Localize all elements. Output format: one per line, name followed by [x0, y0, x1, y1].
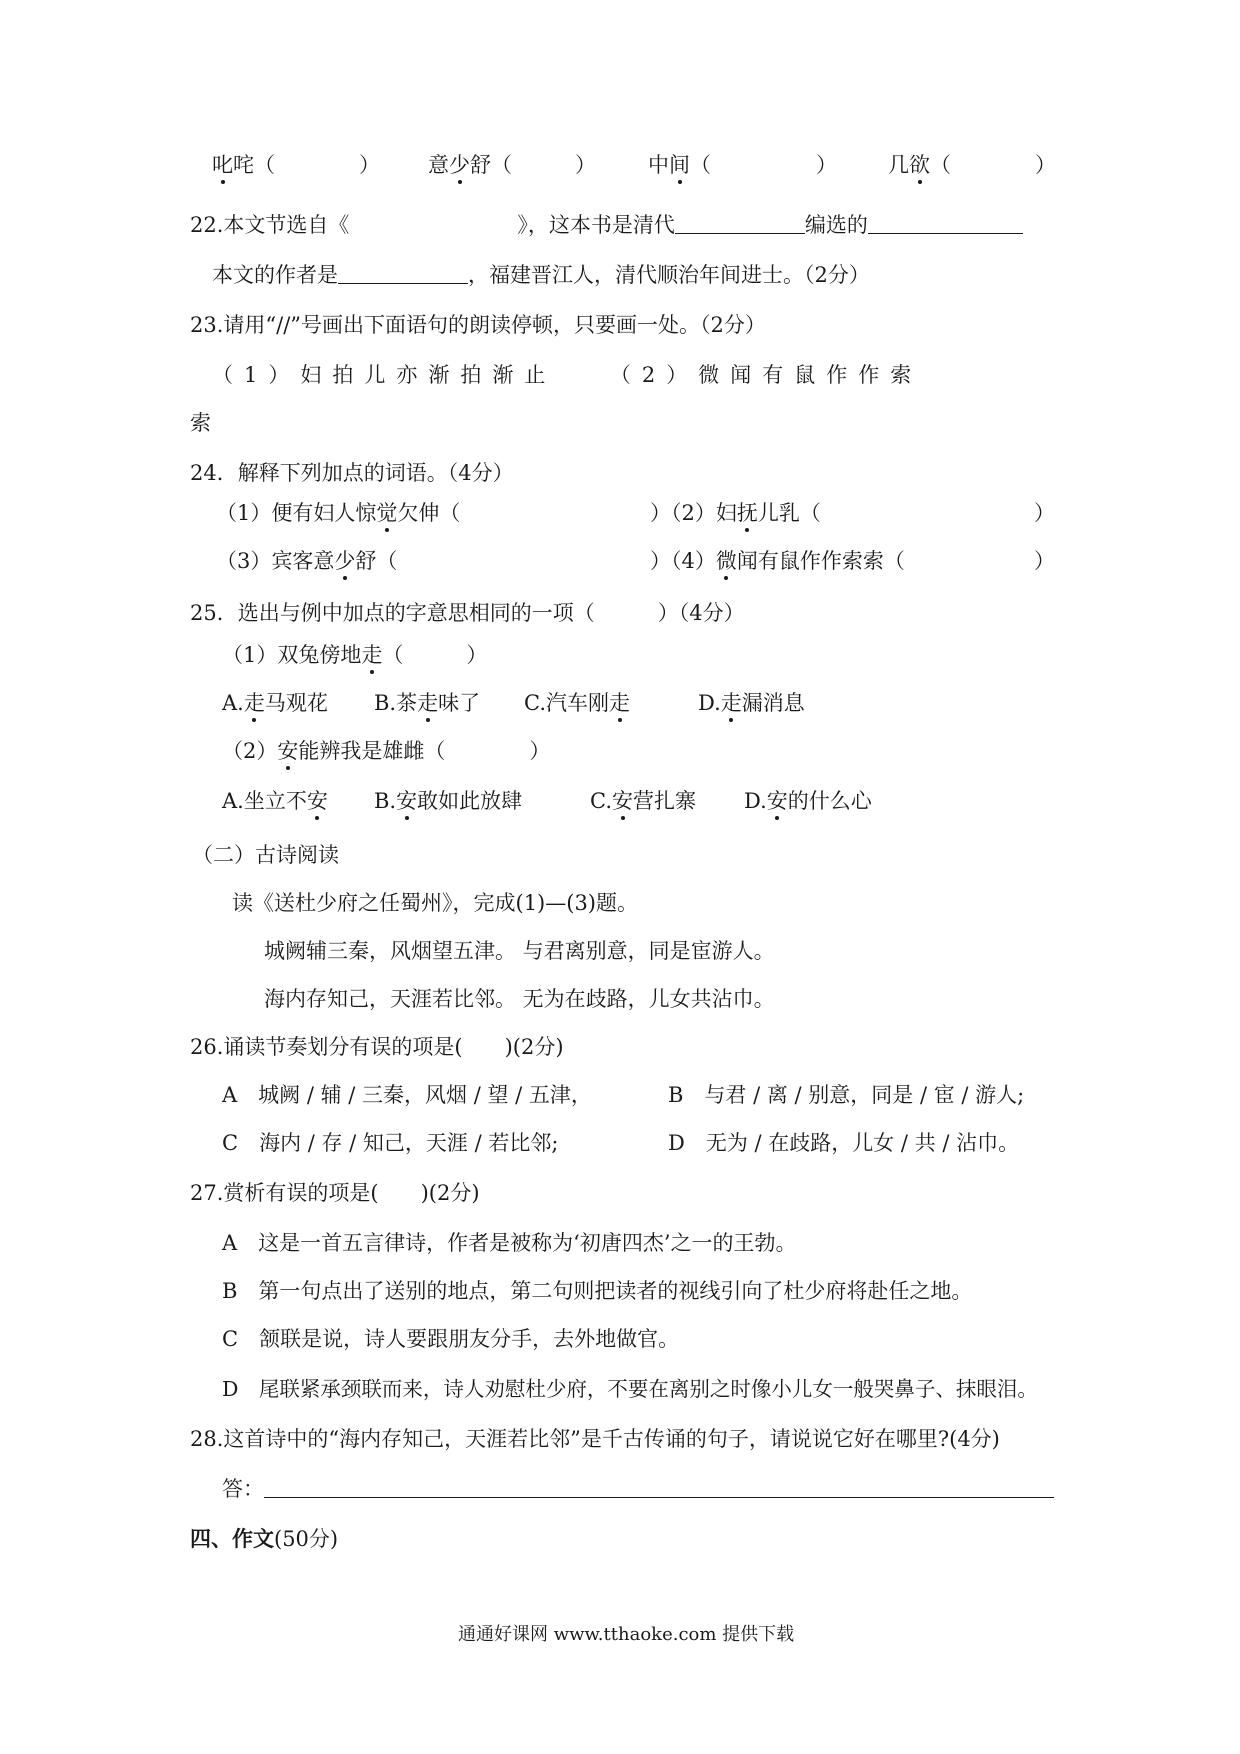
q24-title: 24．解释下列加点的词语。（4分） [190, 461, 514, 485]
q27-title: 27.赏析有误的项是( )(2分) [190, 1181, 480, 1205]
footer: 通通好课网 www.tthaoke.com 提供下载 [458, 1624, 795, 1645]
q23-line2: 索 [190, 411, 211, 435]
q23-line1: （1）妇拍儿亦渐拍渐止 （2）微闻有鼠作作索 [212, 363, 923, 387]
dotted-char: 微 [716, 546, 737, 576]
q23-title: 23.请用“//”号画出下面语句的朗读停顿，只要画一处。（2分） [190, 313, 766, 337]
q25-ex2: （2）安能辨我是雄雌（ ） [222, 736, 550, 766]
answer-line[interactable] [264, 1475, 1054, 1498]
dotted-char: 觉 [376, 498, 397, 528]
q26-option-a[interactable]: A 城阙 / 辅 / 三秦，风烟 / 望 / 五津， [222, 1083, 592, 1107]
dotted-char: 间 [669, 150, 690, 180]
q25-ex2-option-c[interactable]: C.安营扎寨 [590, 786, 696, 816]
q24-row2-left: （3）宾客意少舒（ [216, 546, 397, 576]
dotted-char: 少 [449, 150, 470, 180]
q22-line1: 22.本文节选自《 》，这本书是清代 编选的 [190, 210, 1023, 240]
q24-row1-close: ） [1034, 501, 1055, 525]
q24-row2-close: ） [1034, 549, 1055, 573]
q25-ex2-option-d[interactable]: D.安的什么心 [744, 786, 872, 816]
q24-row1-left: （1）便有妇人惊觉欠伸（ [216, 498, 460, 528]
answer-blank[interactable] [338, 261, 468, 284]
q22-line2: 本文的作者是 ，福建晋江人，清代顺治年间进士。（2分） [212, 263, 870, 287]
dotted-char: 走 [361, 640, 382, 670]
q25-ex1-option-d[interactable]: D.走漏消息 [698, 688, 805, 718]
section2-heading: （二）古诗阅读 [192, 843, 339, 867]
q27-option-c[interactable]: C 颔联是说，诗人要跟朋友分手，去外地做官。 [222, 1327, 680, 1351]
q25-ex1: （1）双兔傍地走（ ） [222, 640, 487, 670]
q25-ex2-option-b[interactable]: B.安敢如此放肆 [374, 786, 522, 816]
q25-ex2-option-a[interactable]: A.坐立不安 [222, 786, 328, 816]
dotted-char: 抚 [737, 498, 758, 528]
q27-option-b[interactable]: B 第一句点出了送别的地点，第二句则把读者的视线引向了杜少府将赴任之地。 [222, 1279, 973, 1303]
q25-ex1-option-c[interactable]: C.汽车刚走 [524, 688, 630, 718]
q21-row: 叱咤（ ） [212, 150, 380, 180]
q26-option-c[interactable]: C 海内 / 存 / 知己，天涯 / 若比邻; [222, 1131, 559, 1155]
q24-row2-mid: ）（4）微闻有鼠作作索索（ [650, 546, 905, 576]
q21-b: 意少舒（ ） [428, 150, 596, 180]
q21-d: 几欲（ ） [888, 150, 1056, 180]
q26-title: 26.诵读节奏划分有误的项是( )(2分) [190, 1035, 564, 1059]
poem-line-2: 海内存知己，天涯若比邻。 无为在歧路，儿女共沾巾。 [264, 987, 775, 1011]
q25-ex1-option-b[interactable]: B.茶走味了 [374, 688, 480, 718]
q21-c: 中间（ ） [648, 150, 837, 180]
answer-blank[interactable] [675, 211, 805, 234]
answer-blank[interactable] [868, 211, 1023, 234]
dotted-char: 少 [334, 546, 355, 576]
q24-row1-mid: ）（2）妇抚儿乳（ [650, 498, 821, 528]
q25-ex1-option-a[interactable]: A.走马观花 [222, 688, 328, 718]
q27-option-d[interactable]: D 尾联紧承颈联而来，诗人劝慰杜少府，不要在离别之时像小儿女一般哭鼻子、抹眼泪。 [222, 1377, 1038, 1401]
q28-title: 28.这首诗中的“海内存知己，天涯若比邻”是千古传诵的句子，请说说它好在哪里?(4分) [190, 1427, 1000, 1451]
dotted-char: 安 [277, 736, 298, 766]
dotted-char: 欲 [909, 150, 930, 180]
section2-intro: 读《送杜少府之任蜀州》，完成(1)—(3)题。 [232, 891, 638, 915]
q21-a-dotted: 叱咤 [212, 153, 254, 177]
q26-option-d[interactable]: D 无为 / 在歧路，儿女 / 共 / 沾巾。 [668, 1131, 1020, 1155]
q25-title: 25．选出与例中加点的字意思相同的一项（ ）（4分） [190, 601, 745, 625]
q26-option-b[interactable]: B 与君 / 离 / 别意，同是 / 宦 / 游人; [668, 1083, 1025, 1107]
q27-option-a[interactable]: A 这是一首五言律诗，作者是被称为‘初唐四杰’之一的王勃。 [222, 1231, 797, 1255]
section4-heading: 四、作文(50分) [190, 1527, 339, 1551]
poem-line-1: 城阙辅三秦，风烟望五津。 与君离别意，同是宦游人。 [264, 939, 775, 963]
q28-answer: 答： [222, 1474, 1054, 1504]
